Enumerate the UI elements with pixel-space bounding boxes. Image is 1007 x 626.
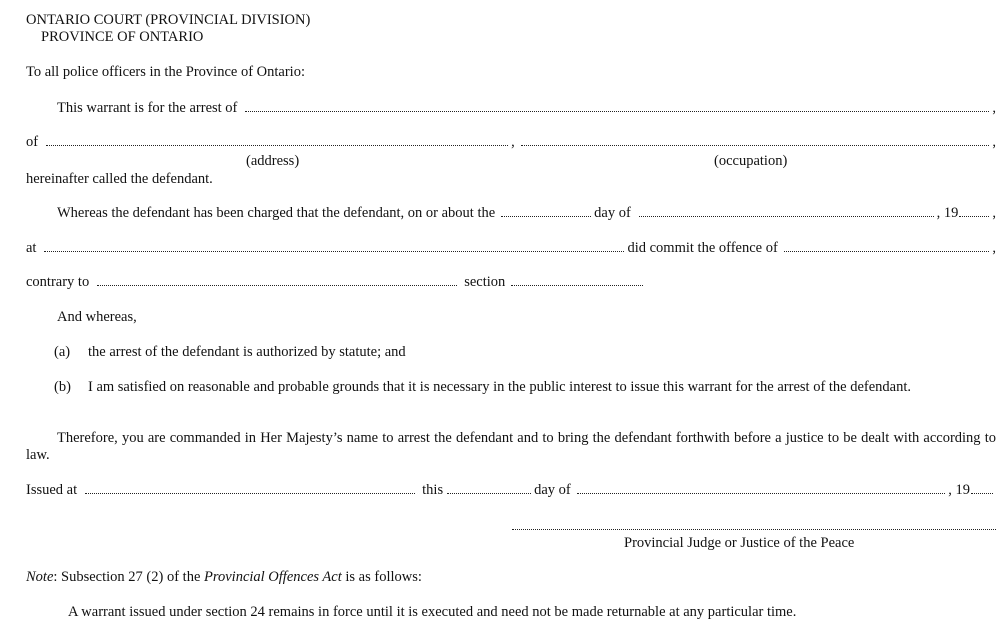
act-title: Provincial Offences Act: [204, 569, 342, 585]
note-outro: is as follows:: [341, 569, 422, 585]
address-caption: (address): [246, 153, 300, 169]
offence-label: did commit the offence of: [627, 240, 778, 256]
command-paragraph: Therefore, you are commanded in Her Majesty’s name to arrest the defendant and to bring the defendant forthwith before a justice to be dealt with according to law.: [26, 430, 996, 463]
note-intro: : Subsection 27 (2) of the: [53, 569, 205, 585]
offence-location-field[interactable]: [44, 240, 624, 252]
issued-day-field[interactable]: [447, 482, 531, 494]
note-label: Note: [26, 569, 54, 585]
issued-year-field[interactable]: [971, 482, 993, 494]
offence-location-line: [26, 240, 996, 257]
offence-field[interactable]: [784, 240, 990, 252]
at-label: at: [26, 240, 37, 256]
condition-b: [54, 379, 996, 396]
issued-this-label: this: [422, 482, 444, 498]
occupation-comma: ,: [992, 134, 996, 150]
contrary-to-line: [26, 274, 646, 291]
charge-year-prefix: , 19: [936, 205, 959, 221]
and-whereas-text: And whereas,: [57, 309, 137, 325]
signature-field[interactable]: [512, 521, 996, 530]
address-field[interactable]: [46, 134, 508, 146]
contrary-to-label: contrary to: [26, 274, 90, 290]
note-line: [26, 569, 422, 586]
occupation-caption: (occupation): [714, 153, 788, 169]
charge-day-field[interactable]: [501, 205, 591, 217]
note-quote: A warrant issued under section 24 remains in force until it is executed and need not be made returnable at any particular time.: [68, 604, 797, 620]
address-comma: ,: [511, 134, 515, 150]
defendant-name-field[interactable]: [245, 100, 989, 112]
condition-a: [54, 344, 996, 361]
court-heading: ONTARIO COURT (PROVINCIAL DIVISION): [26, 12, 311, 28]
charged-label: Whereas the defendant has been charged that the defendant, on or about the: [57, 205, 496, 221]
hereinafter-text: hereinafter called the defendant.: [26, 171, 213, 187]
arrest-of-comma: ,: [992, 100, 996, 116]
charge-month-field[interactable]: [639, 205, 934, 217]
arrest-of-line: [26, 100, 996, 117]
statute-field[interactable]: [97, 274, 457, 286]
charge-day-of-label: day of: [594, 205, 631, 221]
condition-a-label: (a): [54, 344, 71, 360]
issued-line: [26, 482, 996, 499]
section-field[interactable]: [511, 274, 643, 286]
issued-year-prefix: , 19: [948, 482, 970, 498]
condition-b-label: (b): [54, 379, 71, 395]
charge-year-field[interactable]: [959, 205, 989, 217]
issued-day-of-label: day of: [534, 482, 571, 498]
address-occupation-line: [26, 134, 996, 151]
issued-month-field[interactable]: [577, 482, 946, 494]
province-heading: PROVINCE OF ONTARIO: [41, 29, 204, 45]
of-label: of: [26, 134, 39, 150]
occupation-field[interactable]: [521, 134, 990, 146]
charge-year-comma: ,: [992, 205, 996, 221]
salutation: To all police officers in the Province of Ontario:: [26, 64, 305, 80]
arrest-of-label: This warrant is for the arrest of: [57, 100, 238, 116]
issued-place-field[interactable]: [85, 482, 415, 494]
issued-at-label: Issued at: [26, 482, 78, 498]
offence-comma: ,: [992, 240, 996, 256]
section-label: section: [464, 274, 506, 290]
condition-a-text: the arrest of the defendant is authorized by statute; and: [88, 344, 406, 360]
condition-b-text: I am satisfied on reasonable and probable grounds that it is necessary in the public interest to issue this warrant for the arrest of the defendant.: [88, 379, 912, 395]
charge-date-line: [26, 205, 996, 222]
signature-caption: Provincial Judge or Justice of the Peace: [624, 535, 855, 551]
